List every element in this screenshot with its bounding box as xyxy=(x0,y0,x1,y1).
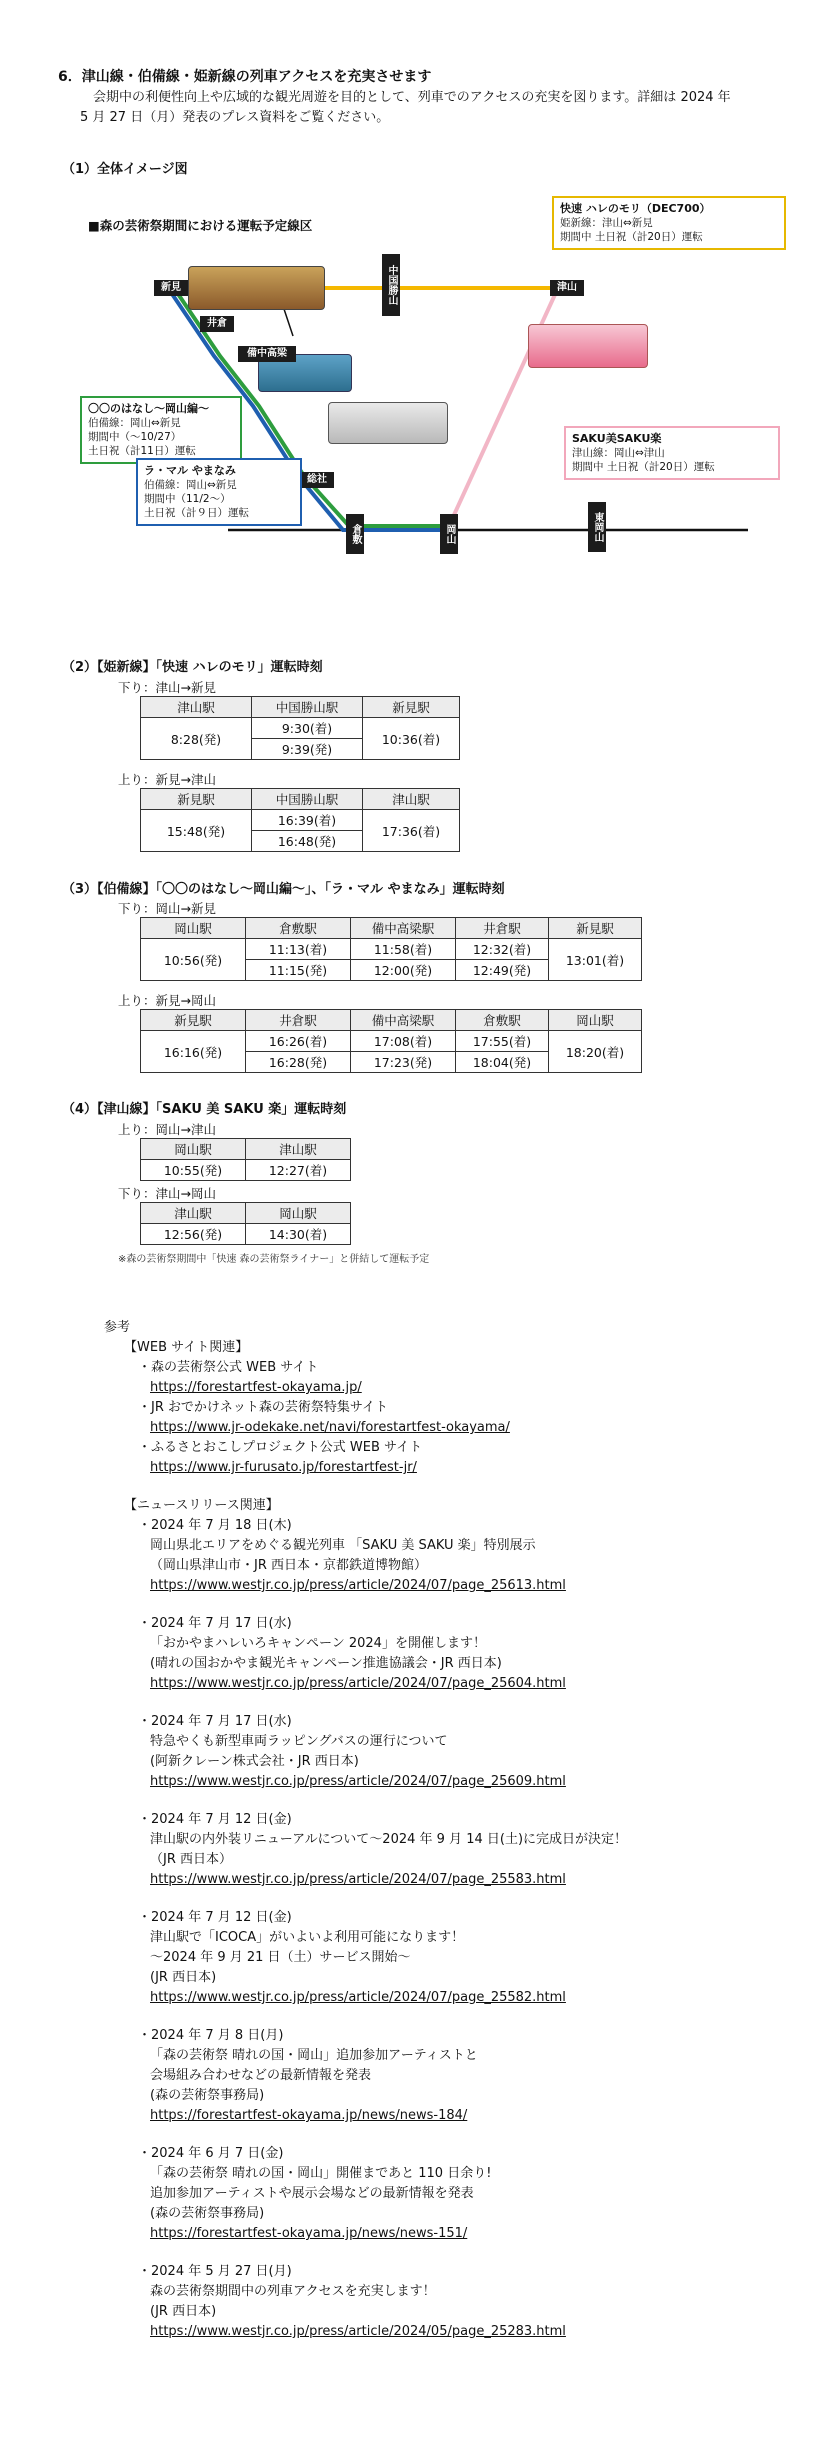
subsection-title-3: （3）【伯備線】「〇〇のはなし～岡山編～」、「ラ・マル やまなみ」運転時刻 xyxy=(62,882,505,897)
station-kurashiki: 倉敷 xyxy=(346,514,364,554)
station-soja: 総社 xyxy=(300,472,334,488)
web-link[interactable]: https://forestartfest-okayama.jp/ xyxy=(150,1380,362,1395)
news-item xyxy=(138,2144,804,2244)
reference-section xyxy=(104,1318,804,2360)
station-tsuyama: 津山 xyxy=(550,280,584,296)
news-text: 会場組み合わせなどの最新情報を発表 xyxy=(150,2068,372,2083)
news-link[interactable]: https://forestartfest-okayama.jp/news/news-151/ xyxy=(150,2226,468,2241)
route-map xyxy=(88,196,768,576)
news-date: ・2024 年 7 月 12 日(金) xyxy=(138,1910,292,1925)
timetable-saku-down: 津山駅 岡山駅 12:56(発) 14:30(着) xyxy=(140,1202,351,1245)
station-ikura: 井倉 xyxy=(200,316,234,332)
news-link[interactable]: https://www.westjr.co.jp/press/article/2024/07/page_25604.html xyxy=(150,1676,566,1691)
subsection-title-1: （1）全体イメージ図 xyxy=(62,162,188,177)
hare-train-image xyxy=(188,266,325,310)
news-text: (森の芸術祭事務局) xyxy=(150,2088,265,2103)
web-link[interactable]: https://www.jr-furusato.jp/forestartfest-jr/ xyxy=(150,1460,417,1475)
direction-label: 上り：岡山→津山 xyxy=(118,1122,216,1137)
news-text: 「森の芸術祭 晴れの国・岡山」追加参加アーティストと xyxy=(150,2048,478,2063)
news-date: ・2024 年 7 月 12 日(金) xyxy=(138,1812,292,1827)
news-text: 特急やくも新型車両ラッピングバスの運行について xyxy=(150,1734,448,1749)
station-okayama: 岡山 xyxy=(440,514,458,554)
subsection-title-4: （4）【津山線】「SAKU 美 SAKU 楽」運転時刻 xyxy=(62,1102,347,1117)
news-date: ・2024 年 6 月 7 日(金) xyxy=(138,2146,284,2161)
callout-hanashi: 〇〇のはなし～岡山編～ 伯備線：岡山⇔新見 期間中（～10/27） 土日祝（計11日）運転 xyxy=(80,396,242,464)
news-link[interactable]: https://www.westjr.co.jp/press/article/2024/07/page_25583.html xyxy=(150,1872,566,1887)
footnote: ※森の芸術祭期間中「快速 森の芸術祭ライナー」と併結して運転予定 xyxy=(118,1254,430,1265)
news-item xyxy=(138,1516,804,1596)
timetable-hakubi-down: 岡山駅 倉敷駅 備中高梁駅 井倉駅 新見駅 10:56(発) 11:13(着) 11:58(着) 12:32(着) 13:01(着) 11:15(発) 12:00(発) 12:49(発) xyxy=(140,917,642,981)
news-text: 津山駅の内外装リニューアルについて～2024 年 9 月 14 日(土)に完成日が決定！ xyxy=(150,1832,628,1847)
direction-label: 下り：津山→岡山 xyxy=(118,1186,216,1201)
news-text: ～2024 年 9 月 21 日（土）サービス開始～ xyxy=(150,1950,411,1965)
news-date: ・2024 年 7 月 8 日(月) xyxy=(138,2028,284,2043)
callout-saku: SAKU美SAKU楽 津山線：岡山⇔津山 期間中 土日祝（計20日）運転 xyxy=(564,426,780,480)
news-link[interactable]: https://www.westjr.co.jp/press/article/2024/07/page_25609.html xyxy=(150,1774,566,1789)
news-date: ・2024 年 7 月 18 日(木) xyxy=(138,1518,292,1533)
web-item: ・JR おでかけネット森の芸術祭特集サイト xyxy=(138,1400,388,1415)
news-text: （JR 西日本） xyxy=(150,1852,232,1867)
station-chugoku-katsuyama: 中国勝山 xyxy=(382,254,400,316)
news-list xyxy=(124,1516,804,2342)
news-text: (JR 西日本) xyxy=(150,1970,217,1985)
web-item: ・森の芸術祭公式 WEB サイト xyxy=(138,1360,319,1375)
subsection-title-2: （2）【姫新線】「快速 ハレのモリ」運転時刻 xyxy=(62,660,323,675)
news-item xyxy=(138,1908,804,2008)
news-text: (晴れの国おかやま観光キャンペーン推進協議会・JR 西日本) xyxy=(150,1656,502,1671)
station-niimi: 新見 xyxy=(154,280,188,296)
direction-label: 上り：新見→岡山 xyxy=(118,993,216,1008)
yamanami-train-image xyxy=(328,402,448,444)
news-item xyxy=(138,1712,804,1792)
news-item xyxy=(138,1810,804,1890)
reference-title: 参考 xyxy=(104,1320,131,1335)
news-text: (阿新クレーン株式会社・JR 西日本) xyxy=(150,1754,359,1769)
news-date: ・2024 年 7 月 17 日(水) xyxy=(138,1714,292,1729)
timetable-saku-up: 岡山駅 津山駅 10:55(発) 12:27(着) xyxy=(140,1138,351,1181)
direction-label: 下り：岡山→新見 xyxy=(118,901,216,916)
timetable-hare-up: 新見駅 中国勝山駅 津山駅 15:48(発) 16:39(着) 17:36(着) 16:48(発) xyxy=(140,788,460,852)
callout-la-malle: ラ・マル やまなみ 伯備線：岡山⇔新見 期間中（11/2～） 土日祝（計９日）運転 xyxy=(136,458,302,526)
news-text: 森の芸術祭期間中の列車アクセスを充実します！ xyxy=(150,2284,436,2299)
news-text: 津山駅で「ICOCA」がいよいよ利用可能になります！ xyxy=(150,1930,465,1945)
news-text: （岡山県津山市・JR 西日本・京都鉄道博物館） xyxy=(150,1558,427,1573)
direction-label: 上り：新見→津山 xyxy=(118,772,216,787)
news-link[interactable]: https://www.westjr.co.jp/press/article/2024/07/page_25613.html xyxy=(150,1578,566,1593)
news-text: 「おかやまハレいろキャンペーン 2024」を開催します！ xyxy=(150,1636,486,1651)
news-heading: 【ニュースリリース関連】 xyxy=(124,1498,279,1513)
timetable-hare-down: 津山駅 中国勝山駅 新見駅 8:28(発) 9:30(着) 10:36(着) 9:39(発) xyxy=(140,696,460,760)
station-higashi-okayama: 東岡山 xyxy=(588,502,606,552)
callout-hare-no-mori: 快速 ハレのモリ（DEC700） 姫新線：津山⇔新見 期間中 土日祝（計20日）運転 xyxy=(552,196,786,250)
news-link[interactable]: https://www.westjr.co.jp/press/article/2024/05/page_25283.html xyxy=(150,2324,566,2339)
web-heading: 【WEB サイト関連】 xyxy=(124,1340,249,1355)
news-item xyxy=(138,1614,804,1694)
news-text: (森の芸術祭事務局) xyxy=(150,2206,265,2221)
news-text: 岡山県北エリアをめぐる観光列車 「SAKU 美 SAKU 楽」特別展示 xyxy=(150,1538,536,1553)
web-item: ・ふるさとおこしプロジェクト公式 WEB サイト xyxy=(138,1440,423,1455)
news-text: 追加参加アーティストや展示会場などの最新情報を発表 xyxy=(150,2186,474,2201)
web-link[interactable]: https://www.jr-odekake.net/navi/forestartfest-okayama/ xyxy=(150,1420,510,1435)
direction-label: 下り：津山→新見 xyxy=(118,680,216,695)
news-link[interactable]: https://www.westjr.co.jp/press/article/2024/07/page_25582.html xyxy=(150,1990,566,2005)
section-heading: 6．津山線・伯備線・姫新線の列車アクセスを充実させます xyxy=(58,69,432,85)
news-link[interactable]: https://forestartfest-okayama.jp/news/news-184/ xyxy=(150,2108,468,2123)
news-text: 「森の芸術祭 晴れの国・岡山」開催まであと 110 日余り! xyxy=(150,2166,492,2181)
news-item xyxy=(138,2262,804,2342)
station-bitchu-takahashi: 備中高梁 xyxy=(238,346,296,362)
section-intro: 会期中の利便性向上や広域的な観光周遊を目的として、列車でのアクセスの充実を図ります。詳細は 2024 年 5 月 27 日（月）発表のプレス資料をご覧ください。 xyxy=(80,90,731,125)
saku-train-image xyxy=(528,324,648,368)
news-item xyxy=(138,2026,804,2126)
news-date: ・2024 年 7 月 17 日(水) xyxy=(138,1616,292,1631)
news-text: (JR 西日本) xyxy=(150,2304,217,2319)
timetable-hakubi-up: 新見駅 井倉駅 備中高梁駅 倉敷駅 岡山駅 16:16(発) 16:26(着) 17:08(着) 17:55(着) 18:20(着) 16:28(発) 17:23(発) 18:04(発) xyxy=(140,1009,642,1073)
map-title: ■森の芸術祭期間における運転予定線区 xyxy=(88,218,313,233)
news-date: ・2024 年 5 月 27 日(月) xyxy=(138,2264,292,2279)
